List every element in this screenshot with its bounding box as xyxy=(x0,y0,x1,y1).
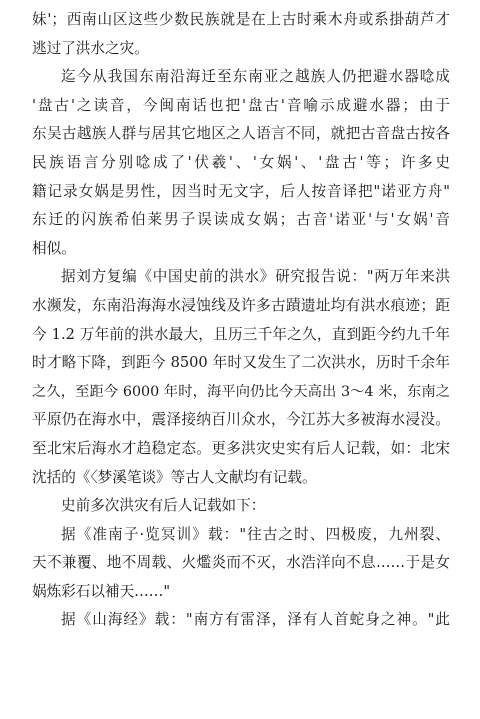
text-line: 东迁的闪族希伯莱男子误读成女娲；古音'诺亚'与'女娲'音 xyxy=(32,211,450,229)
text-line: 据《山海经》载："南方有雷泽，泽有人首蛇身之神。"此 xyxy=(61,611,450,629)
text-line: 平原仍在海水中，震泽接纳百川众水，今江苏大多被海水浸没。 xyxy=(32,411,450,429)
text-line: 相似。 xyxy=(32,239,76,257)
text-line: 逃过了洪水之灾。 xyxy=(32,39,149,57)
document-body xyxy=(32,6,450,635)
text-line: 今 1.2 万年前的洪水最大，且历三千年之久，直到距今约九千年 xyxy=(32,325,450,343)
text-line: 时才略下降，到距今 8500 年时又发生了二次洪水，历时千余年 xyxy=(32,354,450,372)
text-line: 东吴古越族人群与居其它地区之人语言不同，就把古音盘古按各 xyxy=(32,125,450,143)
text-line: 之久，至距今 6000 年时，海平向仍比今天高出 3～4 米，东南之 xyxy=(32,383,450,400)
text-line: 民族语言分别唸成了'伏羲'、'女娲'、'盘古'等；许多史 xyxy=(32,153,450,171)
text-line: 天不兼覆、地不周载、火爁炎而不灭，水浩洋向不息……于是女 xyxy=(32,554,450,572)
text-line: 籍记录女娲是男性，因当时无文字，后人按音译把"诺亚方舟" xyxy=(32,182,450,200)
text-line: 娲炼彩石以補天……" xyxy=(32,582,171,600)
text-line: 水濒发，东南沿海海水浸蚀线及许多古蹟遗址均有洪水痕迹；距 xyxy=(32,296,450,314)
text-line: 史前多次洪灾有后人记载如下： xyxy=(61,497,266,515)
text-line: 据刘方复编《中国史前的洪水》研究报告说："两万年来洪 xyxy=(61,268,450,286)
text-line: 沈括的《〈梦溪笔谈》等古人文献均有记载。 xyxy=(32,468,317,486)
text-line: 至北宋后海水才趋稳定态。更多洪灾史实有后人记载，如：北宋 xyxy=(32,439,450,457)
text-line: 据《准南子·览冥训》载："往古之时、四极废，九州裂、 xyxy=(61,525,450,543)
text-line: 迄今从我国东南沿海迁至东南亚之越族人仍把避水器唸成 xyxy=(61,68,450,86)
text-line: '盘古'之读音，今闽南话也把'盘古'音喻示成避水器；由于 xyxy=(32,96,450,114)
text-line: 妹'；西南山区这些少数民族就是在上古时乘木舟或系掛葫芦才 xyxy=(32,11,450,28)
